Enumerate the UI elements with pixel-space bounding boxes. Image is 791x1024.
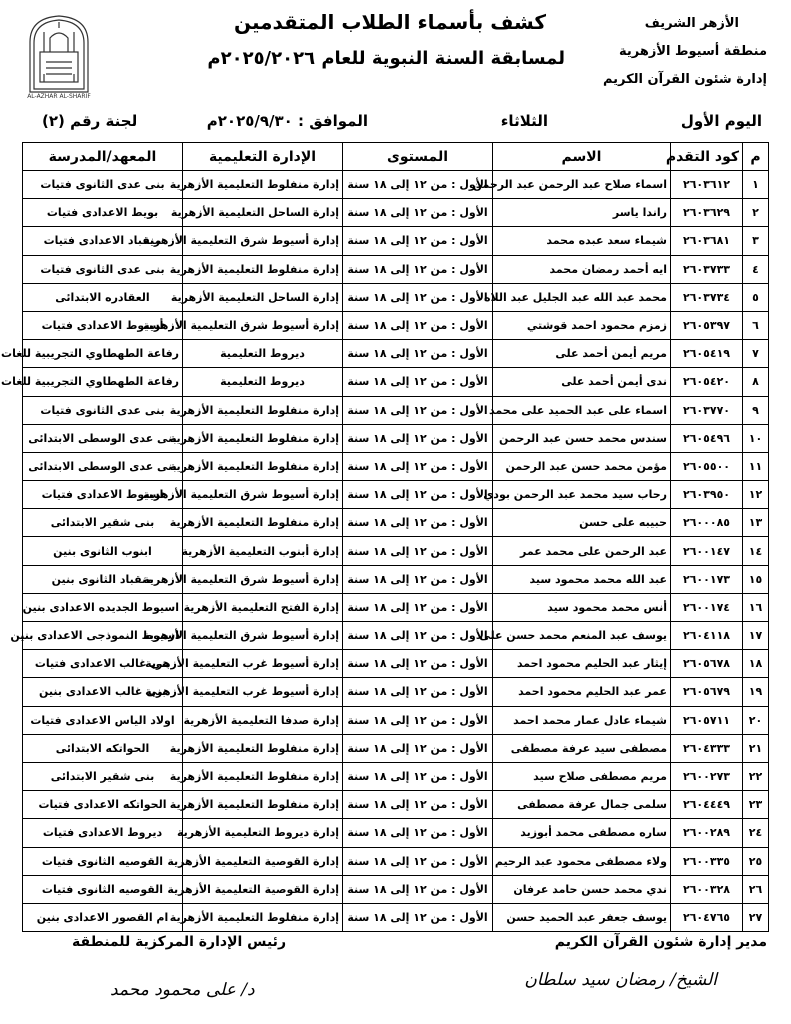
student-name: محمد عبد الله عبد الجليل عبد اللاه (493, 283, 671, 311)
row-serial: ١٤ (743, 537, 769, 565)
session-info (22, 112, 768, 136)
logo-caption: AL-AZHAR AL-SHARIF (27, 93, 91, 100)
school-name: بنى غالب الاعدادى فتيات (23, 650, 183, 678)
education-admin: إدارة أسيوط شرق التعليمية الأزهرية (183, 481, 343, 509)
education-admin: إدارة منفلوط التعليمية الأزهرية (183, 762, 343, 790)
student-name: عبد الله محمد محمود سيد (493, 565, 671, 593)
table-row (23, 791, 769, 819)
school-name: بنى عدى الوسطى الابتدائى (23, 424, 183, 452)
education-admin: إدارة منفلوط التعليمية الأزهرية (183, 734, 343, 762)
applicant-code: ٢٦٠٤٧٦٥ (671, 903, 743, 931)
table-row (23, 903, 769, 931)
education-admin: إدارة صدفا التعليمية الأزهرية (183, 706, 343, 734)
applicant-code: ٢٦٠٠٠٨٥ (671, 509, 743, 537)
col-header-level: المستوى (343, 143, 493, 171)
level-cell: الأول : من ١٢ إلى ١٨ سنة (343, 537, 493, 565)
table-row (23, 537, 769, 565)
education-admin: إدارة منفلوط التعليمية الأزهرية (183, 396, 343, 424)
school-name: بنى عدى الوسطى الابتدائى (23, 452, 183, 480)
level-cell: الأول : من ١٢ إلى ١٨ سنة (343, 875, 493, 903)
education-admin: إدارة القوصية التعليمية الأزهرية (183, 875, 343, 903)
school-name: بنى عدى الثانوى فتيات (23, 255, 183, 283)
student-name: عبد الرحمن على محمد عمر (493, 537, 671, 565)
applicant-code: ٢٦٠٠١٧٤ (671, 593, 743, 621)
level-cell: الأول : من ١٢ إلى ١٨ سنة (343, 255, 493, 283)
table-header-row (23, 143, 769, 171)
school-name: بنى شقير الابتدائى (23, 509, 183, 537)
table-row (23, 340, 769, 368)
row-serial: ١٨ (743, 650, 769, 678)
school-name: رفاعة الطهطاوي التجريبية للغات (23, 368, 183, 396)
student-name: حبيبه على حسن (493, 509, 671, 537)
table-row (23, 593, 769, 621)
table-row (23, 762, 769, 790)
table-row (23, 819, 769, 847)
applicant-code: ٢٦٠٣٦٢٩ (671, 199, 743, 227)
table-row (23, 171, 769, 199)
col-header-code: كود التقدم (671, 143, 743, 171)
education-admin: إدارة منفلوط التعليمية الأزهرية (183, 903, 343, 931)
student-name: يوسف جعفر عبد الحميد حسن (493, 903, 671, 931)
student-name: اسماء على عبد الحميد على محمد (493, 396, 671, 424)
day-label: اليوم الأول (680, 112, 762, 130)
school-name: رفاعة الطهطاوي التجريبية للغات (23, 340, 183, 368)
applicant-code: ٢٦٠٣٩٥٠ (671, 481, 743, 509)
row-serial: ٨ (743, 368, 769, 396)
education-admin: إدارة أسيوط غرب التعليمية الأزهرية (183, 678, 343, 706)
applicant-code: ٢٦٠٥٧١١ (671, 706, 743, 734)
education-admin: إدارة الساحل التعليمية الأزهرية (183, 283, 343, 311)
student-name: شيماء عادل عمار محمد احمد (493, 706, 671, 734)
organization-header (567, 10, 767, 94)
applicant-code: ٢٦٠٥٤١٩ (671, 340, 743, 368)
table-row (23, 283, 769, 311)
level-cell: الأول : من ١٢ إلى ١٨ سنة (343, 340, 493, 368)
table-row (23, 650, 769, 678)
education-admin: إدارة منفلوط التعليمية الأزهرية (183, 171, 343, 199)
table-row (23, 368, 769, 396)
row-serial: ١ (743, 171, 769, 199)
applicant-code: ٢٦٠٤٤٤٩ (671, 791, 743, 819)
level-cell: الأول : من ١٢ إلى ١٨ سنة (343, 734, 493, 762)
student-name: مؤمن محمد حسن عبد الرحمن (493, 452, 671, 480)
row-serial: ١٣ (743, 509, 769, 537)
education-admin: إدارة أبنوب التعليمية الأزهرية (183, 537, 343, 565)
school-name: الحواتكه الاعدادى فتيات (23, 791, 183, 819)
row-serial: ٣ (743, 227, 769, 255)
student-name: سلمى جمال عرفة مصطفى (493, 791, 671, 819)
education-admin: إدارة أسيوط غرب التعليمية الأزهرية (183, 650, 343, 678)
education-admin: إدارة أسيوط شرق التعليمية الأزهرية (183, 227, 343, 255)
row-serial: ٢ (743, 199, 769, 227)
student-name: ندي محمد حسن حامد عرفان (493, 875, 671, 903)
student-name: زمزم محمود احمد قوشتي (493, 311, 671, 339)
al-azhar-emblem-icon (24, 12, 94, 100)
table-row (23, 622, 769, 650)
level-cell: الأول : من ١٢ إلى ١٨ سنة (343, 452, 493, 480)
student-name: ساره مصطفى محمد أبوزيد (493, 819, 671, 847)
document-title: كشف بأسماء الطلاب المتقدمين (233, 10, 547, 34)
level-cell: الأول : من ١٢ إلى ١٨ سنة (343, 171, 493, 199)
school-name: منقباد الثانوى بنين (23, 565, 183, 593)
applicant-code: ٢٦٠٤١١٨ (671, 622, 743, 650)
level-cell: الأول : من ١٢ إلى ١٨ سنة (343, 481, 493, 509)
table-row (23, 199, 769, 227)
row-serial: ٧ (743, 340, 769, 368)
applicant-code: ٢٦٠٥٣٩٧ (671, 311, 743, 339)
table-row (23, 311, 769, 339)
school-name: بنى غالب الاعدادى بنين (23, 678, 183, 706)
level-cell: الأول : من ١٢ إلى ١٨ سنة (343, 424, 493, 452)
row-serial: ٢٤ (743, 819, 769, 847)
level-cell: الأول : من ١٢ إلى ١٨ سنة (343, 565, 493, 593)
school-name: القوصيه الثانوى فتيات (23, 875, 183, 903)
school-name: اسيوط النموذجى الاعدادى بنين (23, 622, 183, 650)
applicant-code: ٢٦٠٣٦٨١ (671, 227, 743, 255)
row-serial: ٢٢ (743, 762, 769, 790)
level-cell: الأول : من ١٢ إلى ١٨ سنة (343, 678, 493, 706)
col-header-admin: الإدارة التعليمية (183, 143, 343, 171)
applicant-code: ٢٦٠٠٢٧٣ (671, 762, 743, 790)
org-line-1: الأزهر الشريف (644, 16, 739, 31)
applicant-code: ٢٦٠٠٣٣٥ (671, 847, 743, 875)
education-admin: إدارة منفلوط التعليمية الأزهرية (183, 791, 343, 819)
student-name: مريم مصطفى صلاح سيد (493, 762, 671, 790)
education-admin: إدارة الساحل التعليمية الأزهرية (183, 199, 343, 227)
row-serial: ٩ (743, 396, 769, 424)
students-table (1, 142, 769, 932)
table-row (23, 424, 769, 452)
applicant-code: ٢٦٠٣٧٣٤ (671, 283, 743, 311)
central-admin-head-signature: د/ على محمود محمد (110, 980, 255, 1000)
central-admin-head-title: رئيس الإدارة المركزية للمنطقة (72, 934, 286, 950)
table-row (23, 227, 769, 255)
quran-affairs-director-title: مدير إدارة شئون القرآن الكريم (554, 934, 767, 950)
school-name: ام القصور الاعدادى بنين (23, 903, 183, 931)
row-serial: ٢١ (743, 734, 769, 762)
row-serial: ٢٠ (743, 706, 769, 734)
org-line-2: منطقة أسيوط الأزهرية (619, 44, 767, 59)
row-serial: ٢٦ (743, 875, 769, 903)
row-serial: ١٥ (743, 565, 769, 593)
level-cell: الأول : من ١٢ إلى ١٨ سنة (343, 622, 493, 650)
education-admin: إدارة أسيوط شرق التعليمية الأزهرية (183, 622, 343, 650)
row-serial: ١٢ (743, 481, 769, 509)
education-admin: إدارة ديروط التعليمية الأزهرية (183, 819, 343, 847)
education-admin: إدارة أسيوط شرق التعليمية الأزهرية (183, 565, 343, 593)
education-admin: إدارة القوصية التعليمية الأزهرية (183, 847, 343, 875)
session-date: الموافق : ٢٠٢٥/٩/٣٠م (206, 112, 368, 130)
applicant-code: ٢٦٠٥٤٢٠ (671, 368, 743, 396)
school-name: العقادره الابتدائى (23, 283, 183, 311)
level-cell: الأول : من ١٢ إلى ١٨ سنة (343, 819, 493, 847)
student-name: مريم أيمن أحمد على (493, 340, 671, 368)
row-serial: ١٠ (743, 424, 769, 452)
student-name: عمر عبد الحليم محمود احمد (493, 678, 671, 706)
row-serial: ١١ (743, 452, 769, 480)
applicant-code: ٢٦٠٠٣٢٨ (671, 875, 743, 903)
student-name: راندا ياسر (493, 199, 671, 227)
table-row (23, 706, 769, 734)
applicant-code: ٢٦٠٠٢٨٩ (671, 819, 743, 847)
education-admin: ديروط التعليمية (183, 368, 343, 396)
row-serial: ٢٥ (743, 847, 769, 875)
applicant-code: ٢٦٠٠١٧٣ (671, 565, 743, 593)
level-cell: الأول : من ١٢ إلى ١٨ سنة (343, 199, 493, 227)
education-admin: إدارة أسيوط شرق التعليمية الأزهرية (183, 311, 343, 339)
table-row (23, 734, 769, 762)
weekday: الثلاثاء (500, 112, 548, 130)
applicant-code: ٢٦٠٣٧٧٠ (671, 396, 743, 424)
school-name: أسيوط الاعدادى فتيات (23, 311, 183, 339)
applicant-code: ٢٦٠٣٦١٢ (671, 171, 743, 199)
school-name: ديروط الاعدادى فتيات (23, 819, 183, 847)
level-cell: الأول : من ١٢ إلى ١٨ سنة (343, 706, 493, 734)
school-name: اسيوط الجديده الاعدادى بنين (23, 593, 183, 621)
applicant-code: ٢٦٠٠١٤٧ (671, 537, 743, 565)
committee-number: لجنة رقم (٢) (42, 112, 138, 130)
student-name: مصطفى سيد عرفة مصطفى (493, 734, 671, 762)
table-row (23, 847, 769, 875)
row-serial: ٦ (743, 311, 769, 339)
level-cell: الأول : من ١٢ إلى ١٨ سنة (343, 227, 493, 255)
school-name: ابنوب الثانوى بنين (23, 537, 183, 565)
row-serial: ٢٧ (743, 903, 769, 931)
document-subtitle: لمسابقة السنة النبوية للعام ٢٠٢٥/٢٠٢٦م (207, 48, 565, 69)
col-header-serial: م (743, 143, 769, 171)
student-name: ولاء مصطفى محمود عبد الرحيم (493, 847, 671, 875)
level-cell: الأول : من ١٢ إلى ١٨ سنة (343, 791, 493, 819)
level-cell: الأول : من ١٢ إلى ١٨ سنة (343, 311, 493, 339)
applicant-code: ٢٦٠٣٧٣٣ (671, 255, 743, 283)
col-header-school: المعهد/المدرسة (23, 143, 183, 171)
level-cell: الأول : من ١٢ إلى ١٨ سنة (343, 847, 493, 875)
student-name: اسماء صلاح عبد الرحمن عبد الرحمن (493, 171, 671, 199)
education-admin: إدارة منفلوط التعليمية الأزهرية (183, 452, 343, 480)
applicant-code: ٢٦٠٥٥٠٠ (671, 452, 743, 480)
row-serial: ٤ (743, 255, 769, 283)
school-name: الحواتكه الابتدائى (23, 734, 183, 762)
school-name: القوصيه الثانوى فتيات (23, 847, 183, 875)
table-row (23, 678, 769, 706)
row-serial: ١٦ (743, 593, 769, 621)
student-name: ايه أحمد رمضان محمد (493, 255, 671, 283)
applicant-code: ٢٦٠٥٦٧٩ (671, 678, 743, 706)
student-name: أنس محمد محمود سيد (493, 593, 671, 621)
education-admin: ديروط التعليمية (183, 340, 343, 368)
education-admin: إدارة الفتح التعليمية الأزهرية (183, 593, 343, 621)
table-row (23, 565, 769, 593)
applicant-code: ٢٦٠٥٦٧٨ (671, 650, 743, 678)
level-cell: الأول : من ١٢ إلى ١٨ سنة (343, 593, 493, 621)
student-name: ندى أيمن أحمد على (493, 368, 671, 396)
row-serial: ١٧ (743, 622, 769, 650)
level-cell: الأول : من ١٢ إلى ١٨ سنة (343, 368, 493, 396)
table-row (23, 875, 769, 903)
student-name: شيماء سعد عبده محمد (493, 227, 671, 255)
table-row (23, 509, 769, 537)
school-name: بنى عدى الثانوى فتيات (23, 171, 183, 199)
school-name: بنى شقير الابتدائى (23, 762, 183, 790)
school-name: بنى عدى الثانوى فتيات (23, 396, 183, 424)
student-name: يوسف عبد المنعم محمد حسن على (493, 622, 671, 650)
applicant-code: ٢٦٠٥٤٩٦ (671, 424, 743, 452)
level-cell: الأول : من ١٢ إلى ١٨ سنة (343, 396, 493, 424)
school-name: اسيوط الاعدادى فتيات (23, 481, 183, 509)
student-name: سندس محمد حسن عبد الرحمن (493, 424, 671, 452)
level-cell: الأول : من ١٢ إلى ١٨ سنة (343, 283, 493, 311)
school-name: منقباد الاعدادى فتيات (23, 227, 183, 255)
level-cell: الأول : من ١٢ إلى ١٨ سنة (343, 509, 493, 537)
table-row (23, 255, 769, 283)
applicant-code: ٢٦٠٤٣٣٣ (671, 734, 743, 762)
table-row (23, 396, 769, 424)
org-line-3: إدارة شئون القرآن الكريم (602, 72, 767, 87)
col-header-name: الاسم (493, 143, 671, 171)
row-serial: ٢٣ (743, 791, 769, 819)
student-name: إيثار عبد الحليم محمود احمد (493, 650, 671, 678)
table-body (1, 171, 769, 932)
row-serial: ٥ (743, 283, 769, 311)
table-row (23, 481, 769, 509)
row-serial: ١٩ (743, 678, 769, 706)
quran-affairs-director-signature: الشيخ/ رمضان سيد سلطان (524, 970, 717, 990)
education-admin: إدارة منفلوط التعليمية الأزهرية (183, 509, 343, 537)
level-cell: الأول : من ١٢ إلى ١٨ سنة (343, 762, 493, 790)
level-cell: الأول : من ١٢ إلى ١٨ سنة (343, 903, 493, 931)
student-name: رحاب سيد محمد عبد الرحمن بودي (493, 481, 671, 509)
school-name: بويط الاعدادى فتيات (23, 199, 183, 227)
school-name: اولاد الياس الاعدادى فتيات (23, 706, 183, 734)
level-cell: الأول : من ١٢ إلى ١٨ سنة (343, 650, 493, 678)
table-row (23, 452, 769, 480)
education-admin: إدارة منفلوط التعليمية الأزهرية (183, 255, 343, 283)
education-admin: إدارة منفلوط التعليمية الأزهرية (183, 424, 343, 452)
